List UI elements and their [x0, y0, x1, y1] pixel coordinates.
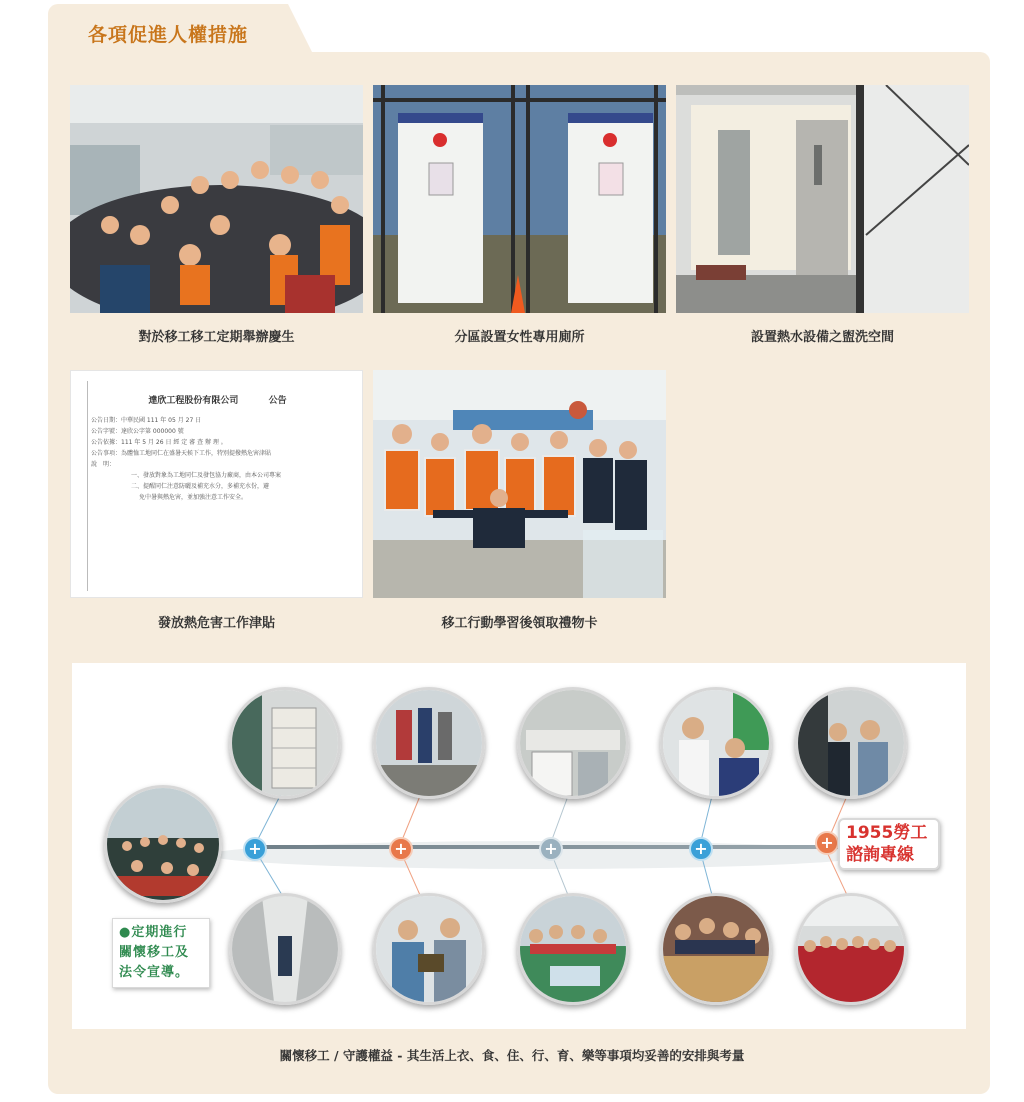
- caption-toilets: 分區設置女性專用廁所: [454, 330, 585, 345]
- notice-line: 免中暑與熱危害，並加強注意工作安全。: [139, 494, 248, 501]
- photo-circle-visit: [795, 687, 907, 799]
- notice-line: 一、發放對象為工地同仁及發包協力廠商，由本公司專案: [131, 472, 282, 479]
- photo-circle-crowd: [795, 893, 907, 1005]
- timeline-node: +: [389, 837, 413, 861]
- photo-circle-corridor: [229, 893, 341, 1005]
- notice-line: 公告日期：中華民國 111 年 05 月 27 日: [91, 417, 202, 424]
- photo-circle-laundry: [373, 687, 485, 799]
- footer-caption: 關懷移工 / 守護權益 - 其生活上衣、食、住、行、育、樂等事項均妥善的安排與考量: [279, 1048, 745, 1063]
- notice-company: 達欣工程股份有限公司: [148, 396, 239, 406]
- photo-circle-health: [660, 687, 772, 799]
- notice-line: 公告字號：達欣公字第 000000 號: [91, 428, 184, 435]
- photo-circle-dining: [517, 893, 629, 1005]
- timeline-node: +: [539, 837, 563, 861]
- notice-line: 公告依據：111 年 5 月 26 日 經 定 審 查 辦 理 。: [91, 439, 227, 446]
- section-title: 各項促進人權措施: [88, 24, 249, 46]
- caption-notice: 發放熱危害工作津貼: [157, 616, 275, 631]
- notice-line: 說 明：: [91, 461, 116, 468]
- notice-type: 公告: [268, 396, 287, 406]
- photo-circle-party: [660, 893, 772, 1005]
- photo-circle-meeting: [104, 785, 222, 903]
- timeline-node: +: [689, 837, 713, 861]
- timeline-left-label: ●定期進行 關懷移工及 法令宣導。: [112, 918, 210, 988]
- photo-circle-shelf: [229, 687, 341, 799]
- caption-birthday: 對於移工移工定期舉辦慶生: [138, 330, 295, 345]
- notice-line: 公告事項：為體恤工地同仁在盛暑天候下工作，特別提撥熱危害津貼: [91, 450, 272, 457]
- timeline-node: +: [243, 837, 267, 861]
- photo-circle-gifts: [373, 893, 485, 1005]
- caption-group: 移工行動學習後領取禮物卡: [441, 616, 598, 631]
- notice-line: 二、提醒同仁注意防曬及補充水分，多補充水份，避: [131, 483, 270, 490]
- photo-circle-kitchen: [517, 687, 629, 799]
- hotline-label: 1955勞工 諮詢專線: [838, 818, 940, 870]
- caption-shower: 設置熱水設備之盥洗空間: [750, 330, 894, 345]
- timeline-node: +: [815, 831, 839, 855]
